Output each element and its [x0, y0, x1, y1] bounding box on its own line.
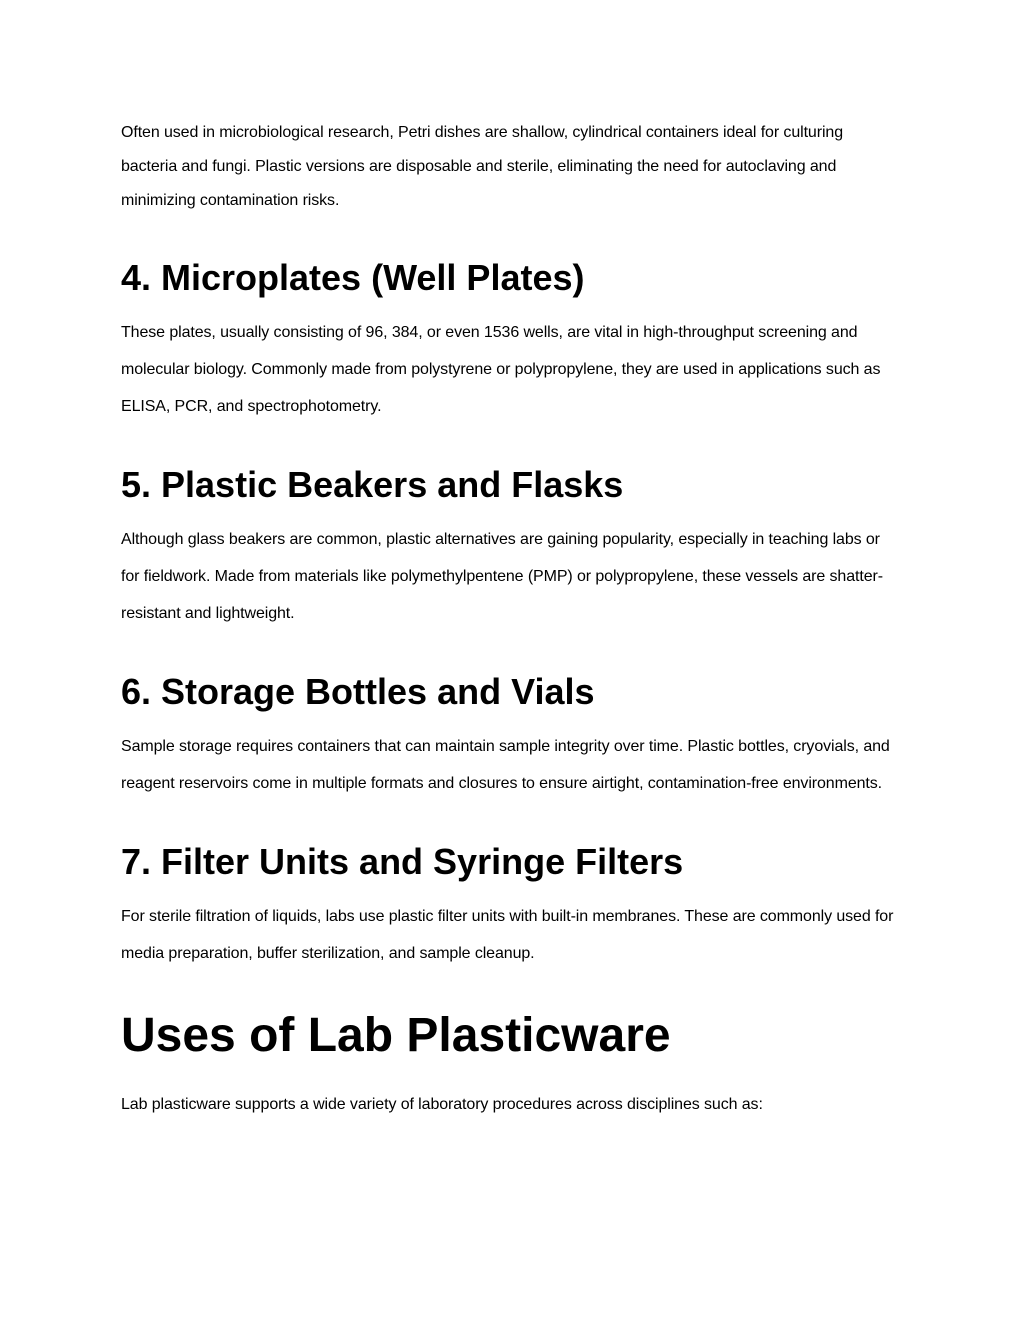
document-page — [121, 116, 901, 1123]
heading-beakers-flasks: 5. Plastic Beakers and Flasks — [121, 464, 624, 505]
intro-paragraph: Often used in microbiological research, Petri dishes are shallow, cylindrical containers ideal for culturing bacteria and fungi. Plastic versions are disposable and sterile, eliminating the need for autoclaving and minimizing contamination risks. — [121, 124, 843, 209]
heading-microplates: 4. Microplates (Well Plates) — [121, 257, 585, 298]
heading-storage-bottles: 6. Storage Bottles and Vials — [121, 671, 595, 712]
heading-filter-units: 7. Filter Units and Syringe Filters — [121, 841, 684, 882]
heading-uses-of-lab-plasticware: Uses of Lab Plasticware — [121, 1009, 671, 1062]
paragraph-filter-units: For sterile filtration of liquids, labs use plastic filter units with built-in membranes. These are commonly used for media preparation, buffer sterilization, and sample cleanup. — [121, 908, 894, 962]
paragraph-beakers-flasks: Although glass beakers are common, plastic alternatives are gaining popularity, especially in teaching labs or for fieldwork. Made from materials like polymethylpentene (PMP) or polypropylene, these vessels are shatter-resistant and lightweight. — [121, 531, 883, 622]
paragraph-uses-intro: Lab plasticware supports a wide variety of laboratory procedures across disciplines such as: — [121, 1096, 763, 1113]
paragraph-storage-bottles: Sample storage requires containers that can maintain sample integrity over time. Plastic bottles, cryovials, and reagent reservoirs come in multiple formats and closures to ensure airtight, contamination-free environments. — [121, 738, 890, 792]
paragraph-microplates: These plates, usually consisting of 96, 384, or even 1536 wells, are vital in high-throughput screening and molecular biology. Commonly made from polystyrene or polypropylene, they are used in applications such as ELISA, PCR, and spectrophotometry. — [121, 324, 881, 415]
